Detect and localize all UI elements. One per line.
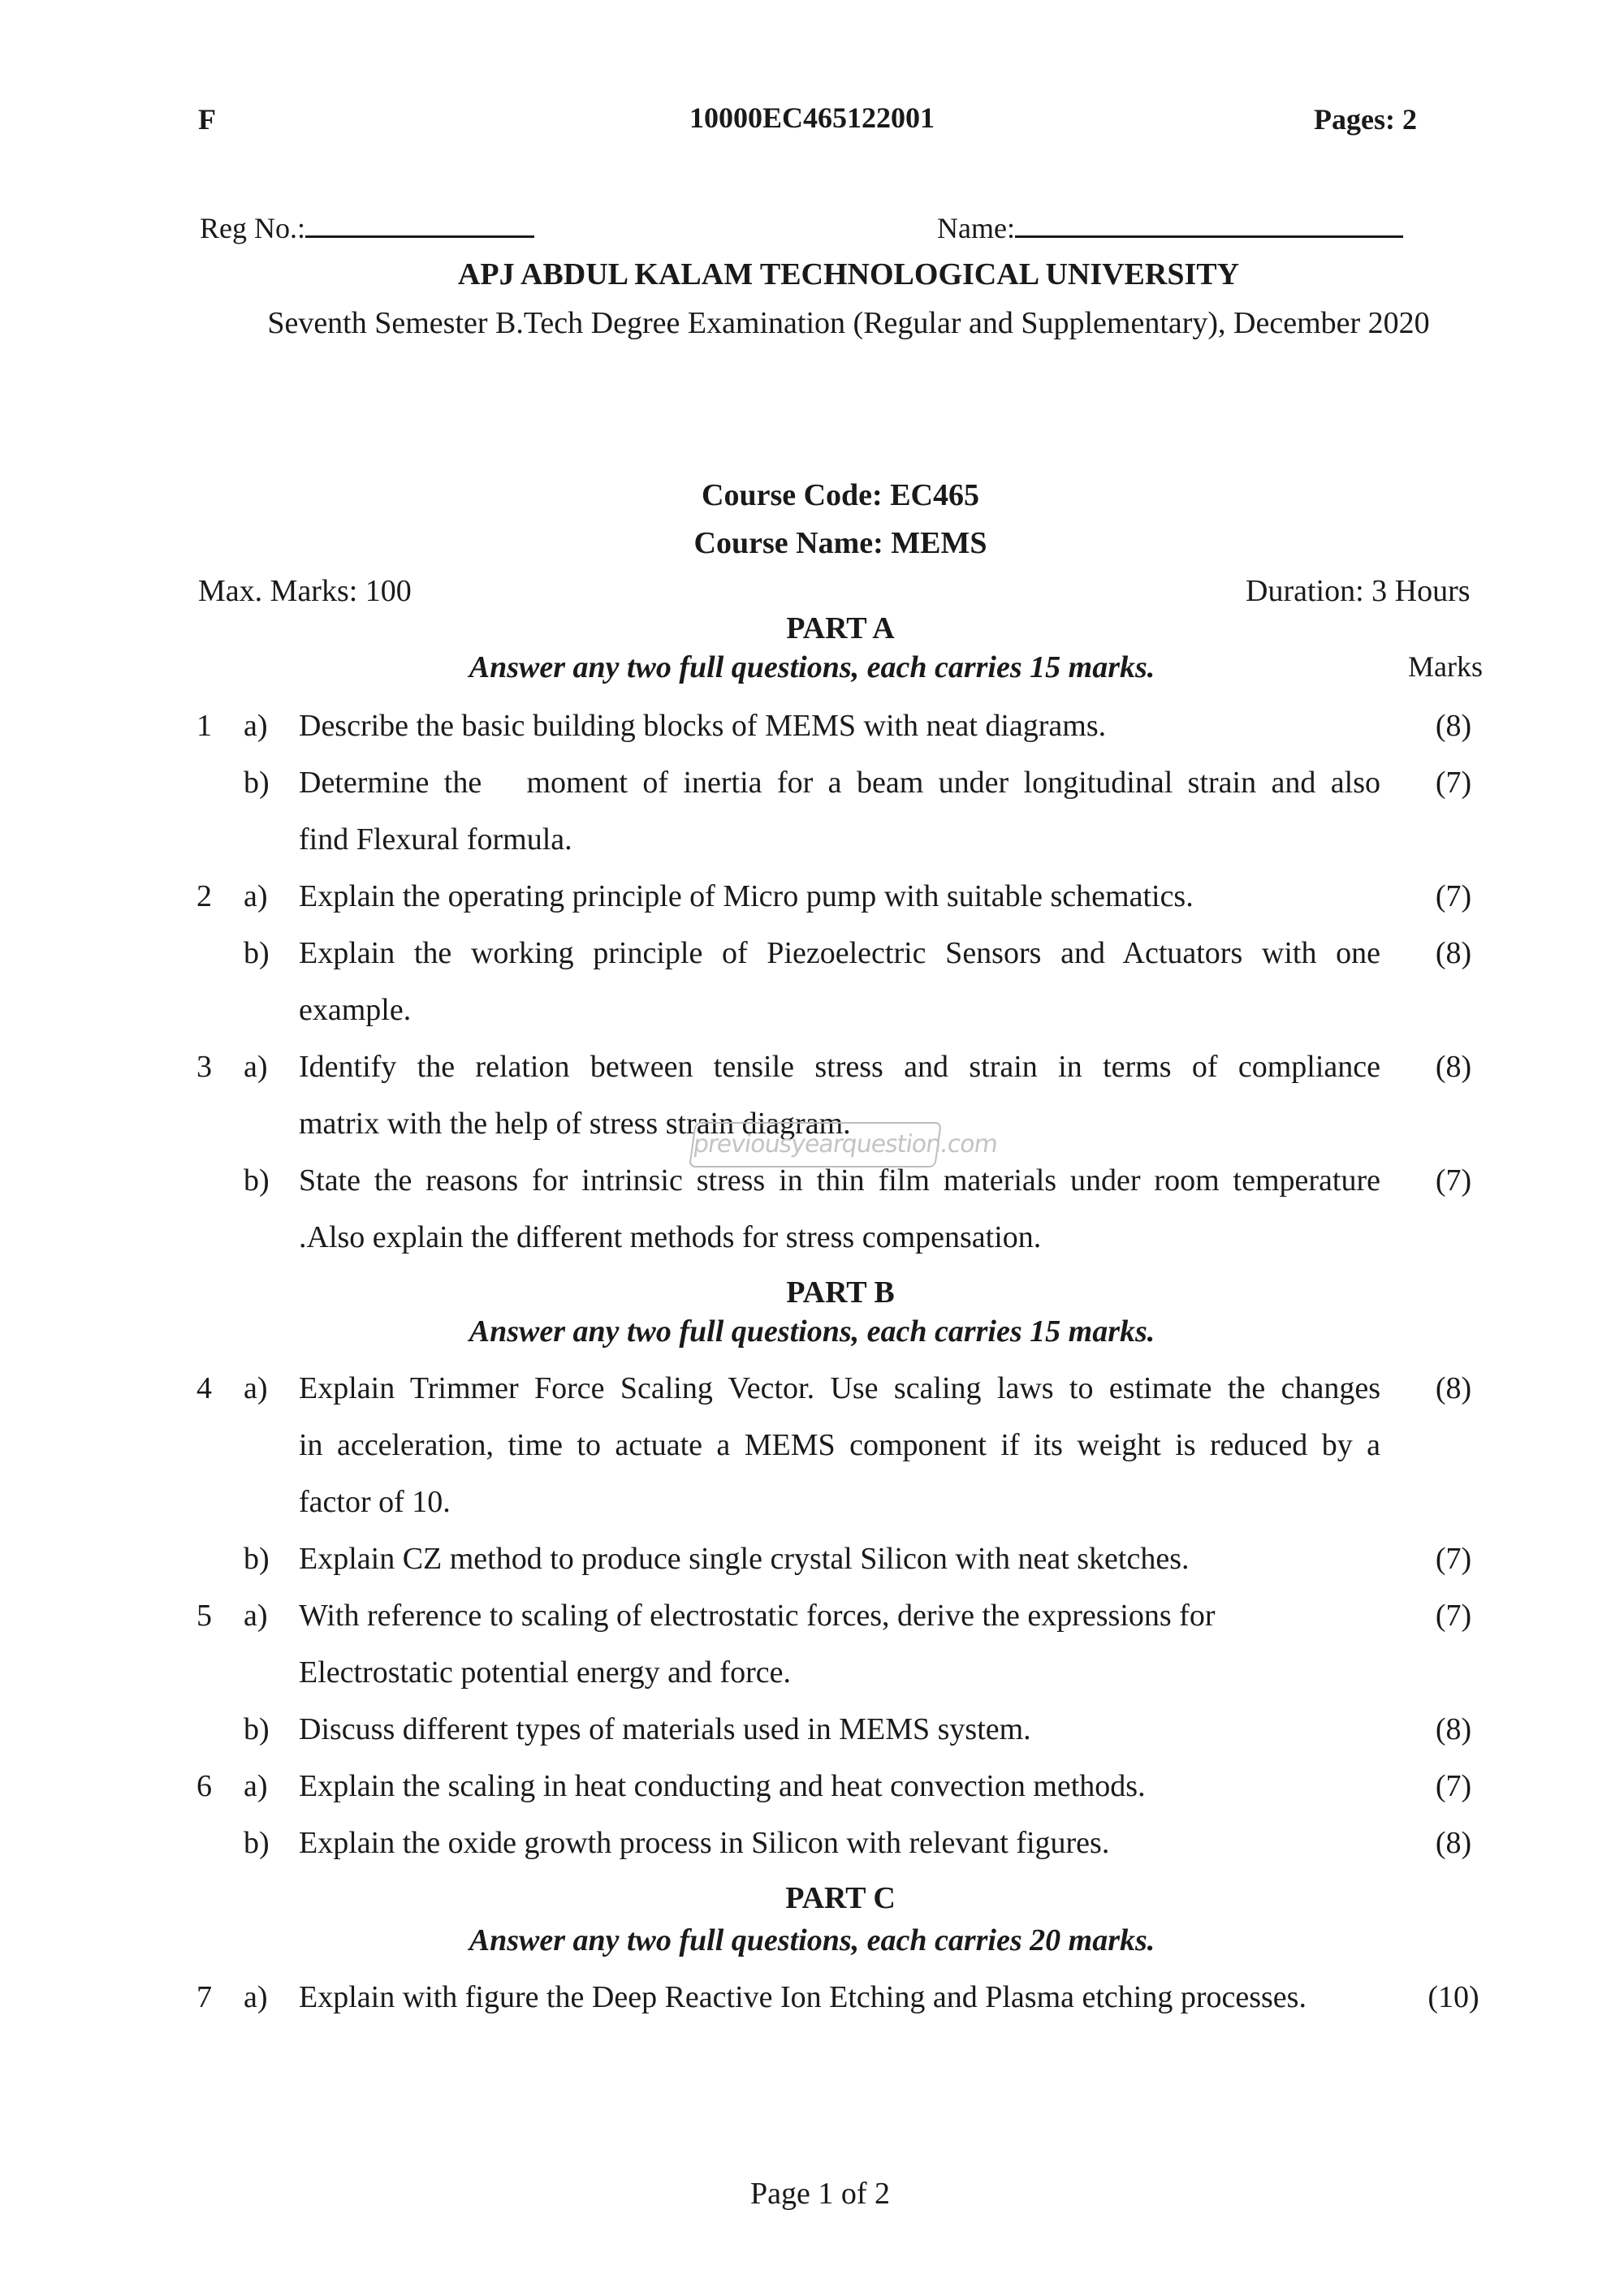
question-number: 7 (197, 1980, 212, 2014)
question-text: factor of 10. (299, 1485, 451, 1519)
course-name: Course Name: MEMS (693, 526, 987, 560)
question-text: Determine the moment of inertia for a beam under longitudinal strain and also (299, 766, 1380, 800)
question-text: Explain with figure the Deep Reactive Ion Etching and Plasma etching processes. (299, 1980, 1307, 2014)
question-text: matrix with the help of stress strain diagram. (299, 1107, 851, 1141)
question-text: .Also explain the different methods for stress compensation. (299, 1220, 1042, 1254)
question-text: Explain the operating principle of Micro pump with suitable schematics. (299, 879, 1194, 913)
question-part: b) (244, 1826, 270, 1860)
question-text: example. (299, 993, 412, 1027)
reg-no-label: Reg No.: (200, 212, 305, 244)
max-marks: Max. Marks: 100 (198, 574, 412, 608)
question-marks: (8) (1435, 709, 1472, 743)
question-text: Explain the oxide growth process in Silicon with relevant figures. (299, 1826, 1110, 1860)
question-number: 3 (197, 1050, 212, 1084)
question-text: With reference to scaling of electrostatic forces, derive the expressions for (299, 1599, 1216, 1633)
question-part: b) (244, 1542, 270, 1576)
question-number: 2 (197, 879, 212, 913)
question-marks: (8) (1435, 1050, 1472, 1084)
question-part: a) (244, 1050, 268, 1084)
question-text: Explain the working principle of Piezoelectric Sensors and Actuators with one (299, 936, 1380, 970)
name-label: Name: (937, 212, 1015, 244)
question-text: find Flexural formula. (299, 822, 572, 857)
part-b-instruction: Answer any two full questions, each carries 15 marks. (469, 1314, 1155, 1349)
university-name: APJ ABDUL KALAM TECHNOLOGICAL UNIVERSITY (457, 257, 1240, 291)
question-text: Electrostatic potential energy and force. (299, 1655, 791, 1690)
question-marks: (7) (1435, 1769, 1472, 1803)
question-number: 1 (197, 709, 212, 743)
question-part: a) (244, 709, 268, 743)
page-count: Pages: 2 (1314, 103, 1417, 136)
question-part: a) (244, 879, 268, 913)
question-text: Describe the basic building blocks of MEMS with neat diagrams. (299, 709, 1107, 743)
question-number: 5 (197, 1599, 212, 1633)
question-marks: (8) (1435, 936, 1472, 970)
question-marks: (7) (1435, 766, 1472, 800)
question-text: State the reasons for intrinsic stress in thin film materials under room temperature (299, 1163, 1380, 1198)
part-a-title: PART A (786, 611, 895, 645)
question-part: b) (244, 1712, 270, 1746)
paper-code: 10000EC465122001 (689, 101, 935, 134)
duration: Duration: 3 Hours (1246, 574, 1471, 608)
question-text: Identify the relation between tensile stress and strain in terms of compliance (299, 1050, 1380, 1084)
reg-no-field (200, 208, 534, 245)
part-c-title: PART C (785, 1881, 896, 1915)
question-part: b) (244, 1163, 270, 1198)
marks-column-header: Marks (1408, 650, 1483, 683)
exam-title: Seventh Semester B.Tech Degree Examination (Regular and Supplementary), December 2020 (267, 306, 1430, 340)
set-letter: F (198, 103, 216, 136)
question-text: Discuss different types of materials used in MEMS system. (299, 1712, 1031, 1746)
page-footer: Page 1 of 2 (749, 2177, 891, 2211)
question-part: a) (244, 1980, 268, 2014)
watermark-stamp: previousyearquestion.com (689, 1122, 942, 1167)
question-number: 6 (197, 1769, 212, 1803)
question-text: Explain Trimmer Force Scaling Vector. Use scaling laws to estimate the changes (299, 1371, 1380, 1405)
question-text: Explain the scaling in heat conducting and heat convection methods. (299, 1769, 1146, 1803)
reg-no-line (305, 208, 534, 238)
name-field (937, 208, 1403, 245)
name-line (1015, 208, 1403, 238)
course-code: Course Code: EC465 (702, 478, 979, 512)
question-part: a) (244, 1371, 268, 1405)
question-marks: (7) (1435, 1163, 1472, 1198)
question-part: b) (244, 766, 270, 800)
question-marks: (8) (1435, 1371, 1472, 1405)
part-a-instruction: Answer any two full questions, each carries 15 marks. (469, 650, 1155, 684)
question-marks: (8) (1435, 1826, 1472, 1860)
question-part: b) (244, 936, 270, 970)
question-number: 4 (197, 1371, 212, 1405)
question-text: in acceleration, time to actuate a MEMS component if its weight is reduced by a (299, 1428, 1380, 1462)
question-marks: (8) (1435, 1712, 1472, 1746)
question-part: a) (244, 1599, 268, 1633)
part-c-instruction: Answer any two full questions, each carries 20 marks. (469, 1923, 1155, 1957)
question-marks: (7) (1435, 1542, 1472, 1576)
question-marks: (7) (1435, 1599, 1472, 1633)
question-marks: (7) (1435, 879, 1472, 913)
question-part: a) (244, 1769, 268, 1803)
part-b-title: PART B (786, 1275, 895, 1310)
question-text: Explain CZ method to produce single crystal Silicon with neat sketches. (299, 1542, 1190, 1576)
question-marks: (10) (1427, 1980, 1479, 2014)
